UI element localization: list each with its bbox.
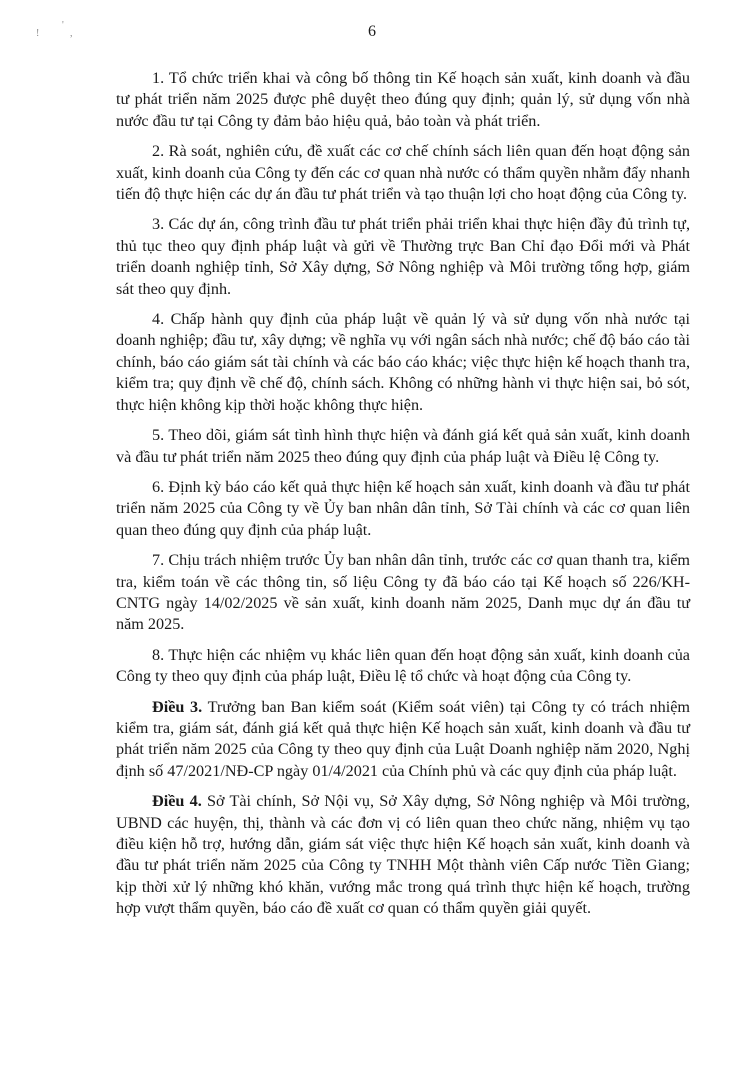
scan-mark: ' (62, 20, 64, 31)
paragraph-text: 6. Định kỳ báo cáo kết quả thực hiện kế hoạch sản xuất, kinh doanh và đầu tư phát triển năm 2025 của Công ty về Ủy ban nhân dân tỉnh, Sở Tài chính và các cơ quan liên quan theo đúng quy định của pháp luật. (116, 477, 690, 539)
article-3 (116, 697, 690, 783)
paragraph-text: Sở Tài chính, Sở Nội vụ, Sở Xây dựng, Sở Nông nghiệp và Môi trường, UBND các huyện, thị, thành và các đơn vị có liên quan theo chức năng, nhiệm vụ tạo điều kiện hỗ trợ, hướng dẫn, giám sát việc thực hiện Kế hoạch sản xuất, kinh doanh và đầu tư phát triển năm 2025 của Công ty TNHH Một thành viên Cấp nước Tiền Giang; kịp thời xử lý những khó khăn, vướng mắc trong quá trình thực hiện kế hoạch, trường hợp vượt thẩm quyền, báo cáo đề xuất cơ quan có thẩm quyền giải quyết. (116, 792, 691, 918)
article-4 (116, 791, 690, 919)
scan-mark: ! (36, 28, 40, 39)
paragraph-item-7 (116, 550, 690, 636)
paragraph-text: 3. Các dự án, công trình đầu tư phát triển phải triển khai thực hiện đầy đủ trình tự, thủ tục theo quy định pháp luật và gửi về Thường trực Ban Chỉ đạo Đổi mới và Phát triển doanh nghiệp tỉnh, Sở Xây dựng, Sở Nông nghiệp và Môi trường tổng hợp, giám sát theo quy định. (116, 215, 690, 298)
scan-mark: , (70, 28, 73, 39)
article-heading: Điều 3. (152, 697, 203, 716)
paragraph-text: 4. Chấp hành quy định của pháp luật về quản lý và sử dụng vốn nhà nước tại doanh nghiệp; đầu tư, xây dựng; về nghĩa vụ với ngân sách nhà nước; chế độ báo cáo tài chính, báo cáo giám sát tài chính và các báo cáo khác; việc thực hiện kế hoạch thanh tra, kiểm tra; quy định về chế độ, chính sách. Không có những hành vi thực hiện sai, bỏ sót, thực hiện không kịp thời hoặc không thực hiện. (116, 310, 690, 414)
paragraph-item-4 (116, 309, 690, 416)
paragraph-item-3 (116, 214, 690, 300)
paragraph-item-6 (116, 477, 690, 541)
paragraph-text: 7. Chịu trách nhiệm trước Ủy ban nhân dân tỉnh, trước các cơ quan thanh tra, kiểm tra, kiểm toán về các thông tin, số liệu Công ty đã báo cáo tại Kế hoạch số 226/KH-CNTG ngày 14/02/2025 về sản xuất, kinh doanh năm 2025, Danh mục dự án đầu tư năm 2025. (116, 551, 690, 634)
paragraph-item-1 (116, 68, 690, 132)
paragraph-text: 2. Rà soát, nghiên cứu, đề xuất các cơ chế chính sách liên quan đến hoạt động sản xuất, kinh doanh của Công ty đến các cơ quan nhà nước có thẩm quyền nhằm đẩy nhanh tiến độ thực hiện các dự án đầu tư phát triển và tạo thuận lợi cho hoạt động của Công ty. (116, 142, 690, 204)
article-heading: Điều 4. (152, 792, 202, 811)
paragraph-item-5 (116, 425, 690, 468)
document-body (116, 68, 690, 929)
paragraph-text: 1. Tổ chức triển khai và công bố thông tin Kế hoạch sản xuất, kinh doanh và đầu tư phát triển năm 2025 được phê duyệt theo đúng quy định; quản lý, sử dụng vốn nhà nước đầu tư tại Công ty đảm bảo hiệu quả, bảo toàn và phát triển. (116, 69, 690, 130)
paragraph-text: 8. Thực hiện các nhiệm vụ khác liên quan đến hoạt động sản xuất, kinh doanh của Công ty theo quy định của pháp luật, Điều lệ tổ chức và hoạt động của Công ty. (116, 645, 690, 686)
page-number: 6 (368, 23, 376, 40)
paragraph-item-8 (116, 645, 690, 688)
paragraph-item-2 (116, 141, 690, 205)
paragraph-text: 5. Theo dõi, giám sát tình hình thực hiện và đánh giá kết quả sản xuất, kinh doanh và đầu tư phát triển năm 2025 theo đúng quy định của pháp luật và Điều lệ Công ty. (116, 426, 690, 466)
paragraph-text: Trưởng ban Ban kiểm soát (Kiểm soát viên) tại Công ty có trách nhiệm kiểm tra, giám sát, đánh giá kết quả thực hiện Kế hoạch sản xuất, kinh doanh và đầu tư phát triển năm 2025 của Công ty theo quy định của Luật Doanh nghiệp năm 2020, Nghị định số 47/2021/NĐ-CP ngày 01/4/2021 của Chính phủ và các quy định của pháp luật. (116, 697, 690, 780)
